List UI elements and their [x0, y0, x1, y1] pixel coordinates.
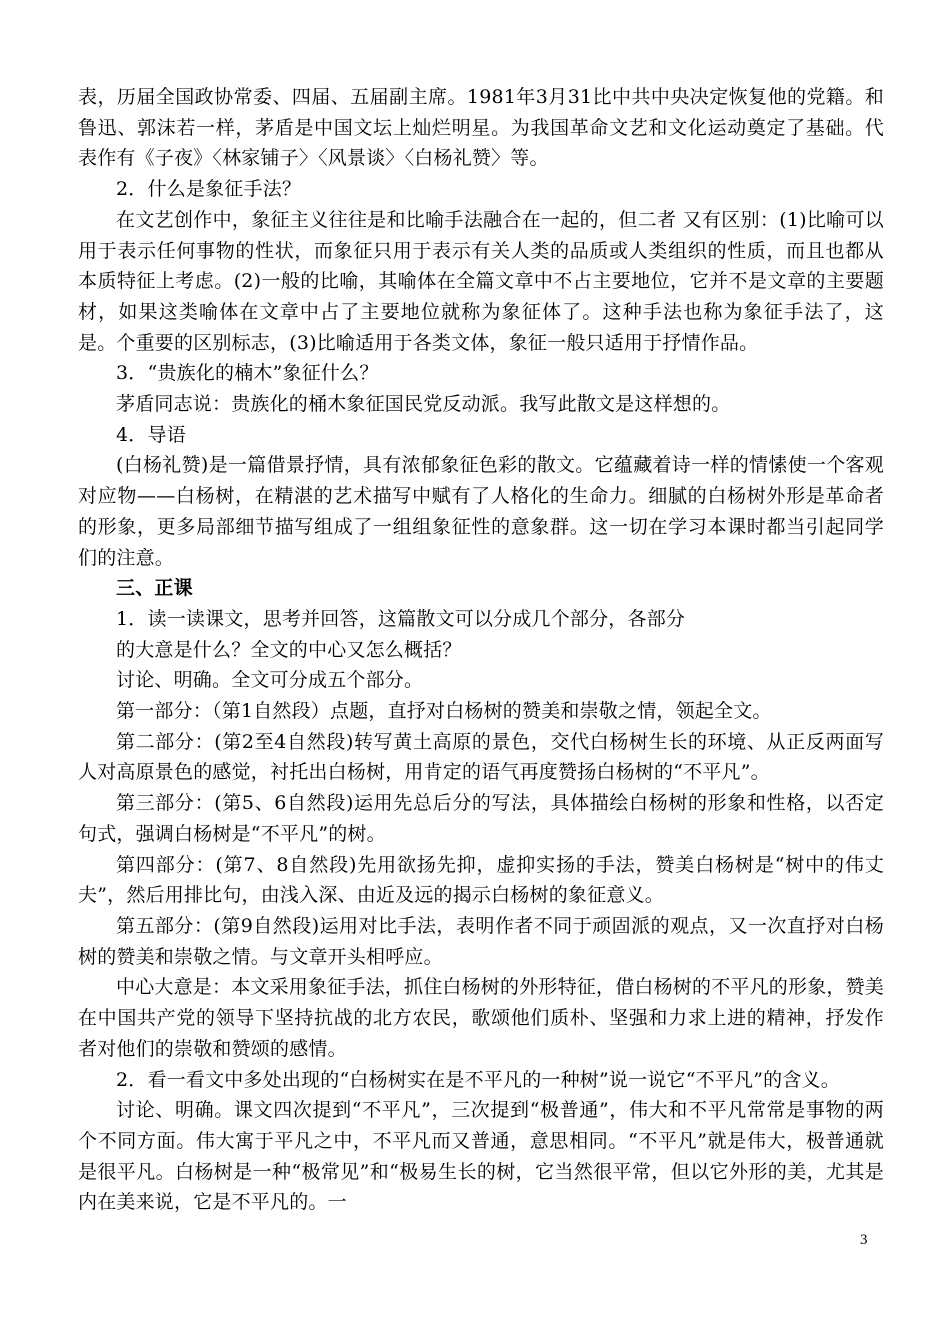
task-1-answer-intro: 讨论、明确。全文可分成五个部分。	[116, 669, 424, 692]
paragraph-nanmu-answer: 茅盾同志说：贵族化的桶木象征国民党反动派。我写此散文是这样想的。	[116, 393, 731, 416]
task-1-question-line-1: 1．读一读课文，思考并回答，这篇散文可以分成几个部分，各部分	[116, 607, 686, 630]
page-number: 3	[860, 1232, 868, 1248]
document-page	[78, 82, 884, 1218]
paragraph-introduction: (白杨礼赞)是一篇借景抒情，具有浓郁象征色彩的散文。它蕴藏着诗一样的情愫使一个客观对应物——白杨树，在精湛的艺术描写中赋有了人格化的生命力。细腻的白杨树外形是革命者的形象，更多局部细节描写组成了一组组象征性的意象群。这一切在学习本课时都当引起同学们的注意。	[78, 454, 884, 569]
section-introduction-heading: 4．导语	[116, 423, 186, 446]
section-main-lesson-heading: 三、正课	[116, 577, 193, 600]
part-5-summary: 第五部分：(第9自然段)运用对比手法，表明作者不同于顽固派的观点，又一次直抒对白杨树的赞美和崇敬之情。与文章开头相呼应。	[78, 914, 884, 968]
paragraph-author-biography: 表，历届全国政协常委、四届、五届副主席。1981年3月31比中共中央决定恢复他的党籍。和鲁迅、郭沫若一样，茅盾是中国文坛上灿烂明星。为我国革命文艺和文化运动奠定了基础。代表作有《子夜》〈林家铺子〉〈风景谈〉〈白杨礼赞〉等。	[78, 86, 884, 170]
question-symbolism-heading: 2．什么是象征手法？	[116, 178, 302, 201]
central-idea-summary: 中心大意是：本文采用象征手法，抓住白杨树的外形特征，借白杨树的不平凡的形象，赞美在中国共产党的领导下坚持抗战的北方农民，歌颂他们质朴、坚强和力求上进的精神，抒发作者对他们的崇敬和赞颂的感情。	[78, 976, 885, 1060]
part-2-summary: 第二部分：(第2至4自然段)转写黄土高原的景色，交代白杨树生长的环境、从正反两面写人对高原景色的感觉，衬托出白杨树，用肯定的语气再度赞扬白杨树的“不平凡”。	[78, 730, 884, 784]
task-2-question: 2．看一看文中多处出现的“白杨树实在是不平凡的一种树”说一说它“不平凡”的含义。	[116, 1068, 840, 1091]
part-1-summary: 第一部分：（第1自然段）点题，直抒对白杨树的赞美和崇敬之情，领起全文。	[116, 700, 772, 723]
question-nanmu-heading: 3．“贵族化的楠木”象征什么？	[116, 362, 379, 385]
task-1-question-line-2: 的大意是什么？全文的中心又怎么概括？	[116, 638, 462, 661]
task-2-answer: 讨论、明确。课文四次提到“不平凡”，三次提到“极普通”，伟大和不平凡常常是事物的两个不同方面。伟大寓于平凡之中，不平凡而又普通，意思相同。“不平凡”就是伟大，极普通就是很平凡。白杨树是一种“极常见”和“极易生长的树，它当然很平常，但以它外形的美，尤其是内在美来说，它是不平凡的。一	[78, 1099, 884, 1214]
part-3-summary: 第三部分：(第5、6自然段)运用先总后分的写法，具体描绘白杨树的形象和性格，以否定句式，强调白杨树是“不平凡”的树。	[78, 792, 884, 845]
paragraph-symbolism-explanation: 在文艺创作中，象征主义往往是和比喻手法融合在一起的，但二者 又有区别：(1)比喻可以用于表示任何事物的性状，而象征只用于表示有关人类的品质或人类组织的性质，而且也都从本质特征上考虑。(2)一般的比喻，其喻体在全篇文章中不占主要地位，它并不是文章的主要题材，如果这类喻体在文章中占了主要地位就称为象征体了。这种手法也称为象征手法了，这是。个重要的区别标志，(3)比喻适用于各类文体，象征一般只适用于抒情作品。	[78, 208, 884, 354]
part-4-summary: 第四部分：(第7、8自然段)先用欲扬先抑，虚抑实扬的手法，赞美白杨树是“树中的伟丈夫”，然后用排比句，由浅入深、由近及远的揭示白杨树的象征意义。	[78, 853, 884, 907]
